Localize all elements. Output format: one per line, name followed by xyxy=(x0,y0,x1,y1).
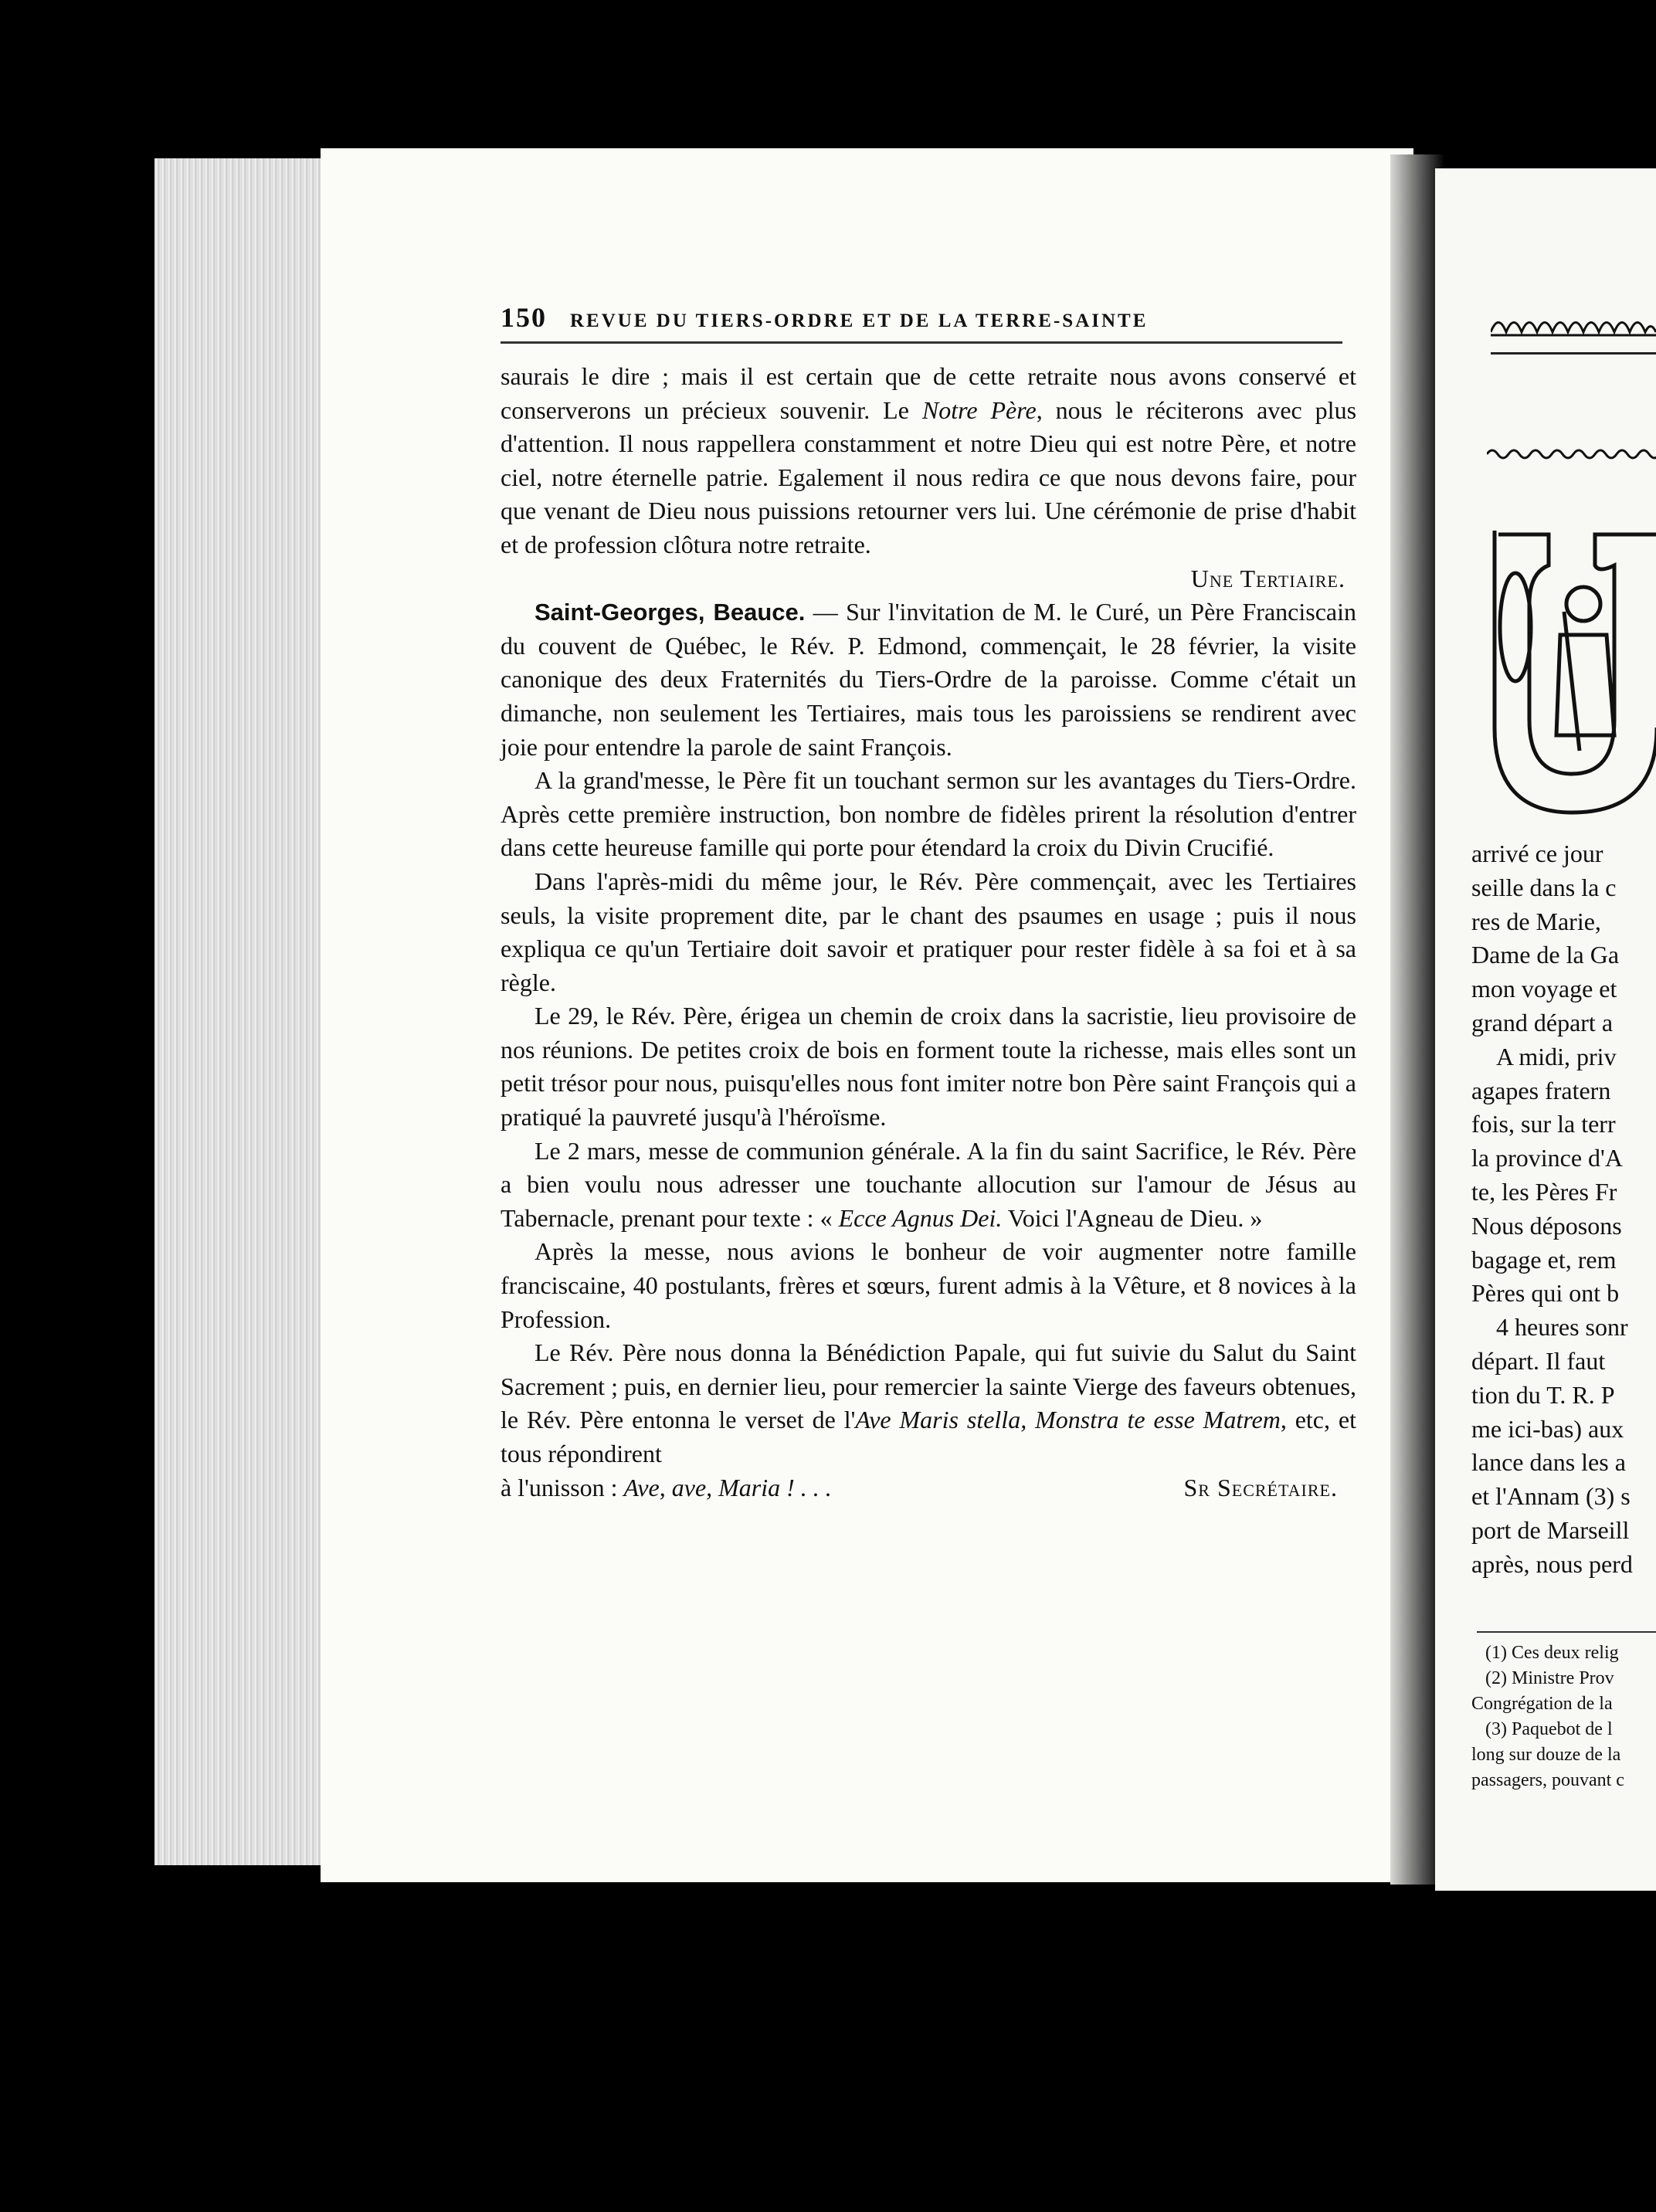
right-line: seille dans la c xyxy=(1471,873,1617,901)
right-line: arrivé ce jour xyxy=(1471,840,1603,867)
ornament-band-icon xyxy=(1491,309,1656,340)
right-line: après, nous perd xyxy=(1471,1549,1633,1578)
footnote-line: (1) Ces deux relig xyxy=(1485,1643,1619,1663)
right-line: Pères qui ont b xyxy=(1471,1279,1620,1308)
right-line: agapes fratern xyxy=(1471,1076,1611,1104)
paragraph-6: Le 2 mars, messe de communion générale. A la fin du saint Sacrifice, le Rév. Père a bien voulu nous adresser une touchante allocution sur l'amour de Jésus au Tabernacle, prenant pour texte : « Ecce Agnus Dei. Voici l'Agneau de Dieu. » xyxy=(501,1136,1356,1232)
right-line: Dame de la Ga xyxy=(1471,941,1620,969)
paragraph-5: Le 29, le Rév. Père, érigea un chemin de croix dans la sacristie, lieu provisoire de nos réunions. De petites croix de bois en forment toute la richesse, mais elles sont un petit trésor pour nous, puisqu'elles nous font imiter notre bon Père saint François qui a pratiqué la pauvreté jusqu'à l'héroïsme. xyxy=(501,1002,1356,1131)
signature-secretaire: Sr Secrétaire. xyxy=(1183,1473,1338,1501)
footnote-rule xyxy=(1477,1631,1656,1633)
right-line: 4 heures sonr xyxy=(1496,1313,1628,1342)
paragraph-3: A la grand'messe, le Père fit un touchant sermon sur les avantages du Tiers-Ordre. Après cette première instruction, bon nombre de fidèles prirent la résolution d'entrer dans cette heureuse famille qui porte pour étendard la croix du Divin Crucifié. xyxy=(501,766,1356,862)
right-line: te, les Pères Fr xyxy=(1471,1177,1617,1206)
footnote-line: (2) Ministre Prov xyxy=(1485,1668,1614,1688)
right-page-body xyxy=(1471,837,1656,1582)
footnote-line: long sur douze de la xyxy=(1471,1745,1621,1765)
paragraph-1: saurais le dire ; mais il est certain que de cette retraite nous avons conservé et conserverons un précieux souvenir. Le Notre Père, nous le réciterons avec plus d'attention. Il nous rappellera constamment et notre Dieu qui est notre Père, et notre ciel, notre éternelle patrie. Egalement il nous redira ce que nous devons faire, pour que venant de Dieu nous puissions retourner vers lui. Une cérémonie de prise d'habit et de profession clôtura notre retraite. xyxy=(501,362,1357,558)
running-head xyxy=(501,301,1342,332)
signature-une-tertiaire: Une Tertiaire. xyxy=(1190,564,1346,592)
right-line: grand départ a xyxy=(1471,1008,1614,1036)
right-line: lance dans les a xyxy=(1471,1448,1626,1477)
right-line: res de Marie, xyxy=(1471,907,1601,935)
left-page-body xyxy=(501,360,1356,1505)
footnote-line: Congrégation de la xyxy=(1471,1694,1613,1714)
section-heading: Saint-Georges, Beauce. xyxy=(534,599,806,626)
header-rule xyxy=(501,341,1342,344)
right-line: port de Marseill xyxy=(1471,1515,1630,1544)
right-line: me ici-bas) aux xyxy=(1471,1414,1624,1443)
paragraph-2: Saint-Georges, Beauce. — Sur l'invitation de M. le Curé, un Père Franciscain du couvent de Québec, le Rév. P. Edmond, commençait, le 28 février, la visite canonique des deux Fraternités du Tiers-Ordre de la paroisse. Comme c'était un dimanche, non seulement les Tertiaires, mais tous les paroissiens se rendirent avec joie pour entendre la parole de saint François. xyxy=(501,598,1357,761)
paragraph-8-last-line: à l'unisson : Ave, ave, Maria ! . . . Sr Secrétaire. xyxy=(501,1471,1356,1505)
footnote-line: (3) Paquebot de l xyxy=(1485,1719,1613,1739)
right-line: A midi, priv xyxy=(1496,1042,1617,1070)
right-line: bagage et, rem xyxy=(1471,1245,1617,1274)
right-line: et l'Annam (3) s xyxy=(1471,1482,1631,1511)
right-line: tion du T. R. P xyxy=(1471,1380,1615,1409)
paragraph-7: Après la messe, nous avions le bonheur de voir augmenter notre famille franciscaine, 40 postulants, frères et sœurs, furent admis à la Vêture, et 8 novices à la Profession. xyxy=(501,1237,1356,1333)
footnote-line: passagers, pouvant c xyxy=(1471,1770,1624,1790)
running-head-title: REVUE DU TIERS-ORDRE ET DE LA TERRE-SAINTE xyxy=(570,310,1149,331)
paragraph-8: Le Rév. Père nous donna la Bénédiction Papale, qui fut suivie du Salut du Saint Sacrement ; puis, en dernier lieu, pour remercier la sainte Vierge des faveurs obtenues, le Rév. Père entonna le verset de l'Ave Maris stella, Monstra te esse Matrem, etc, et tous répondirent xyxy=(501,1338,1357,1467)
decorated-initial-u-icon xyxy=(1483,519,1656,820)
right-line: la province d'A xyxy=(1471,1144,1623,1172)
right-line: Nous déposons xyxy=(1471,1211,1622,1240)
right-line: départ. Il faut xyxy=(1471,1346,1606,1375)
wave-divider-icon xyxy=(1487,446,1656,462)
paragraph-4: Dans l'après-midi du même jour, le Rév. Père commençait, avec les Tertiaires seuls, la visite proprement dite, par le chant des psaumes en usage ; puis il nous expliqua ce qu'un Tertiaire doit savoir et pratiquer pour rester fidèle à sa foi et à sa règle. xyxy=(501,867,1356,996)
right-page-footnotes xyxy=(1471,1640,1656,1793)
page-number: 150 xyxy=(501,302,547,333)
right-line: fois, sur la terr xyxy=(1471,1110,1616,1138)
right-line: mon voyage et xyxy=(1471,975,1617,1003)
ornament-rule xyxy=(1491,352,1656,355)
book-fore-edge xyxy=(154,158,323,1865)
